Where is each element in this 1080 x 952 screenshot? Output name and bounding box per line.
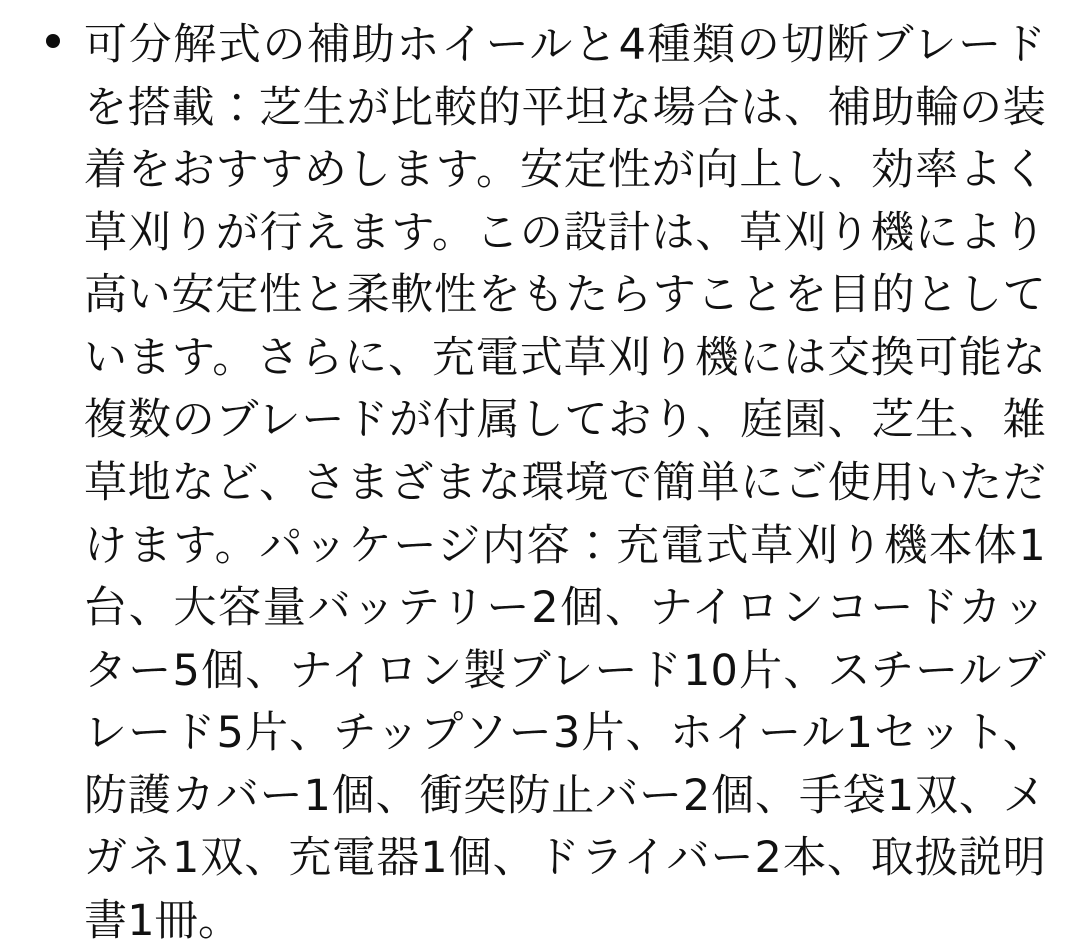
list-item	[20, 14, 1046, 952]
bullet-point-icon	[46, 34, 60, 48]
bullet-item-text: 可分解式の補助ホイールと4種類の切断ブレードを搭載：芝生が比較的平坦な場合は、補助輪の装着をおすすめします。安定性が向上し、効率よく草刈りが行えます。この設計は、草刈り機により高い安定性と柔軟性をもたらすことを目的としています。さらに、充電式草刈り機には交換可能な複数のブレードが付属しており、庭園、芝生、雑草地など、さまざまな環境で簡単にご使用いただけます。パッケージ内容：充電式草刈り機本体1台、大容量バッテリー2個、ナイロンコードカッター5個、ナイロン製ブレード10片、スチールブレード5片、チップソー3片、ホイール1セット、防護カバー1個、衝突防止バー2個、手袋1双、メガネ1双、充電器1個、ドライバー2本、取扱説明書1冊。	[84, 20, 1046, 946]
bullet-list	[20, 14, 1046, 952]
